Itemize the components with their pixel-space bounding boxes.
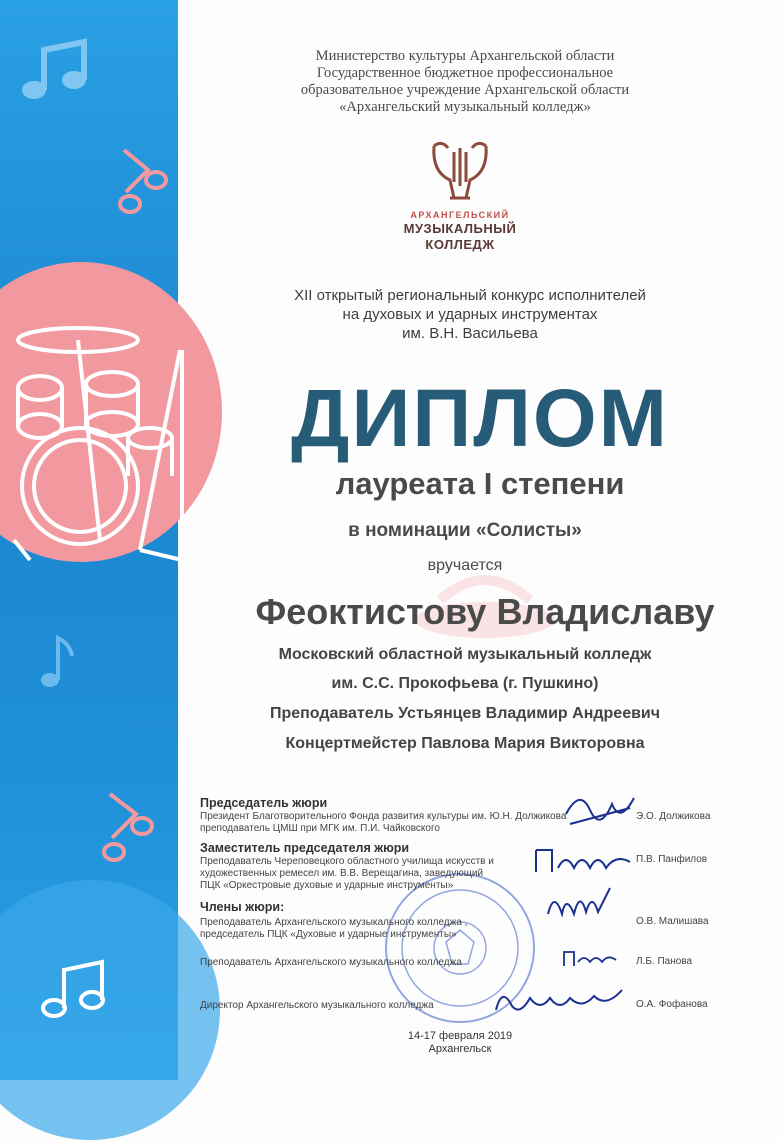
awarded-label: вручается — [427, 557, 503, 574]
jury-chair-line-2: преподаватель ЦМШ при МГК им. П.И. Чайковского — [200, 823, 440, 834]
recipient-name: Феоктистову Владиславу — [255, 591, 715, 632]
jury-deputy-line-2: художественных ремесел им. В.В. Верещагина, заведующий — [200, 868, 484, 879]
signature-member1-icon — [540, 884, 620, 930]
jury-chair-heading: Председатель жюри — [200, 796, 328, 810]
jury-member2-line-1: Преподаватель Архангельского музыкального колледжа — [200, 957, 462, 968]
header-institution-type: Государственное бюджетное профессиональное — [316, 65, 614, 81]
music-note-icon — [92, 782, 162, 868]
header-college-name: «Архангельский музыкальный колледж» — [339, 99, 591, 115]
jury-chair-name: Э.О. Должикова — [636, 811, 711, 822]
contest-line-2: на духовых и ударных инструментах — [342, 306, 598, 323]
header-institution-region: образовательное учреждение Архангельской области — [300, 82, 630, 98]
signature-deputy-icon — [530, 842, 640, 882]
event-dates: 14-17 февраля 2019 — [407, 1030, 513, 1042]
institution-line-1: Московский областной музыкальный колледж — [278, 646, 652, 663]
music-note-icon — [40, 958, 110, 1022]
jury-deputy-name: П.В. Панфилов — [636, 854, 708, 865]
music-note-icon — [36, 632, 80, 692]
jury-member1-name: О.В. Малишава — [636, 916, 709, 927]
contest-line-1: XII открытый региональный конкурс исполнителей — [294, 287, 646, 304]
jury-member2-name: Л.Б. Панова — [636, 956, 693, 967]
jury-member1-line-1: Преподаватель Архангельского музыкального колледжа , — [200, 917, 468, 928]
director-name: О.А. Фофанова — [636, 999, 708, 1010]
event-city: Архангельск — [428, 1043, 492, 1055]
logo-line-2: МУЗЫКАЛЬНЫЙ — [403, 221, 517, 236]
jury-deputy-line-3: ПЦК «Оркестровые духовые и ударные инструменты» — [200, 880, 454, 891]
jury-member1-line-2: председатель ПЦК «Духовые и ударные инструменты» — [200, 929, 457, 940]
signature-chair-icon — [560, 784, 640, 834]
jury-members-heading: Члены жюри: — [200, 900, 285, 914]
blue-circle-decoration — [0, 880, 220, 1140]
signature-member2-icon — [560, 948, 620, 972]
jury-deputy-line-1: Преподаватель Череповецкого областного училища искусств и — [200, 856, 494, 867]
logo-line-1: АРХАНГЕЛЬСКИЙ — [410, 210, 510, 220]
laureate-degree: лауреата I степени — [335, 466, 625, 501]
nomination: в номинации «Солисты» — [348, 520, 582, 541]
signature-director-icon — [490, 980, 630, 1024]
director-line: Директор Архангельского музыкального колледжа — [200, 1000, 434, 1011]
jury-deputy-heading: Заместитель председателя жюри — [200, 841, 410, 855]
drum-kit-icon — [0, 300, 200, 580]
institution-line-2: им. С.С. Прокофьева (г. Пушкино) — [331, 675, 599, 692]
header-ministry: Министерство культуры Архангельской области — [315, 48, 615, 64]
accompanist-line: Концертмейстер Павлова Мария Викторовна — [285, 735, 645, 752]
jury-chair-line-1: Президент Благотворительного Фонда развития культуры им. Ю.Н. Должикова — [200, 811, 567, 822]
teacher-line: Преподаватель Устьянцев Владимир Андреевич — [269, 705, 661, 722]
diploma-title: ДИПЛОМ — [291, 373, 669, 464]
lyre-icon — [428, 138, 492, 204]
logo-line-3: КОЛЛЕДЖ — [425, 237, 495, 252]
music-note-icon — [104, 140, 174, 220]
contest-line-3: им. В.Н. Васильева — [402, 325, 538, 342]
music-note-icon — [18, 36, 98, 106]
